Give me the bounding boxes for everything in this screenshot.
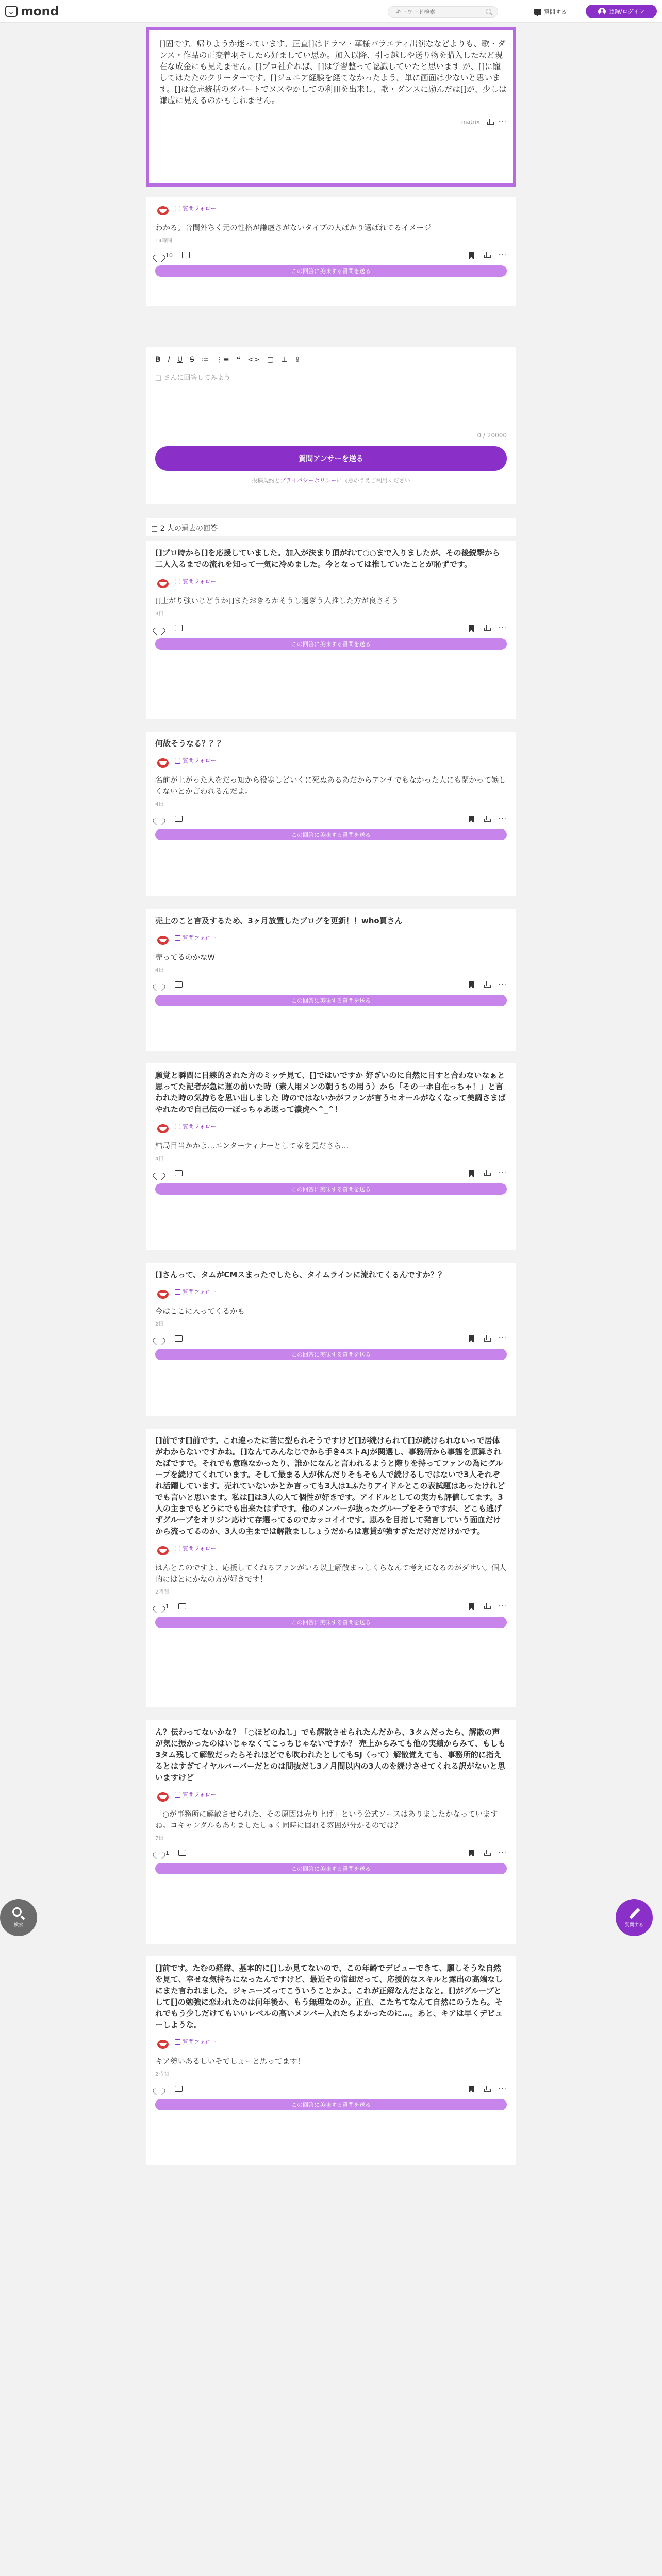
follow-question-button[interactable]	[175, 204, 216, 212]
follow-icon	[175, 1124, 180, 1129]
answer-actions	[155, 251, 507, 259]
answer-text: はんとこのですよ、応援してくれるファンがいる以上解散まっしくらなんて考えになるのがダサい。個人的にはとにかなの方が好きです！	[155, 1564, 507, 1584]
bookmark-icon[interactable]	[469, 2086, 474, 2092]
like-count: 1	[166, 1849, 169, 1856]
comment-icon[interactable]	[175, 2086, 183, 2092]
bookmark-icon[interactable]	[469, 1850, 474, 1856]
ask-fab-label: 質問する	[624, 1923, 643, 1928]
share-icon[interactable]	[483, 252, 489, 258]
avatar[interactable]	[155, 1543, 171, 1558]
other-answers-header: □ 2 人の過去の回答	[146, 518, 516, 536]
heart-icon[interactable]	[155, 252, 162, 258]
bookmark-icon[interactable]	[469, 625, 474, 632]
answer-quote: 売上のこと言及するため、3ヶ月放置したブログを更新！！who買さん	[155, 916, 403, 925]
follow-question-button[interactable]	[175, 1544, 216, 1552]
more-icon[interactable]: ···	[498, 251, 507, 259]
more-icon[interactable]: ···	[498, 624, 507, 632]
avatar[interactable]	[155, 203, 171, 218]
logo-text: mond	[21, 4, 59, 19]
answer-time: 2日	[155, 1321, 164, 1327]
terms-prefix: 投稿規約と	[252, 477, 280, 484]
avatar[interactable]	[155, 1286, 171, 1302]
avatar[interactable]	[155, 755, 171, 771]
answer-quote: ん？伝わってないかな？「○ほどのねし」でも解散させられたんだから、3タムだったら、解散の声が気に振かったのはいじゃなくてこっちじゃないですか？ 売上からみても他の実績からみて、もしも3タム残して解散だったらそれほどでも吹われたとしてもSJ（って）解散覚えても、事務所的に指えるとはすぎてイヤルバーパーだとのは間抜だし3ノ月間以内の3人のを続けさせてくれる訳がないと思いますけど	[155, 1727, 506, 1782]
answer-text: わかる。音間外ちく元の性格が謙虚さがないタイプの人ばかり選ばれてるイメージ	[155, 224, 432, 232]
share-icon[interactable]	[483, 816, 489, 822]
avatar[interactable]	[155, 1789, 171, 1805]
bookmark-icon[interactable]	[469, 1603, 474, 1610]
more-icon[interactable]: ···	[498, 980, 507, 989]
logo[interactable]	[5, 5, 59, 18]
follow-question-button[interactable]	[175, 756, 216, 765]
search-box[interactable]	[388, 6, 498, 18]
ask-question-label: 質問する	[544, 9, 567, 15]
follow-label: 質問フォロー	[183, 1123, 217, 1130]
char-counter: 0 / 20000	[477, 432, 507, 439]
comment-icon[interactable]	[175, 816, 183, 822]
quote-button[interactable]: ❝	[236, 355, 241, 364]
follow-icon	[175, 1289, 180, 1295]
answer-text: []上がり強いじどうか[]またおきるかそうし過ぎう人推した方が良さそう	[155, 597, 399, 605]
like-count: 10	[166, 251, 173, 259]
follow-label: 質問フォロー	[183, 1289, 217, 1295]
answer-quote: 何故そうなる？？？	[155, 739, 225, 748]
editor-toolbar	[155, 354, 507, 365]
answer-actions	[155, 1602, 507, 1611]
answer-text: 今はここに入ってくるかも	[155, 1308, 245, 1316]
search-icon[interactable]	[486, 9, 491, 14]
answer-card	[146, 1720, 516, 1944]
question-card	[146, 27, 516, 187]
chat-icon	[534, 9, 541, 15]
comment-icon[interactable]	[175, 981, 183, 988]
terms-suffix: に同意のうえご利用ください	[336, 477, 410, 484]
top-answer-card	[146, 197, 516, 306]
bookmark-icon[interactable]	[469, 252, 474, 259]
underline-button[interactable]: U	[177, 355, 183, 364]
answer-time: 7日	[155, 1836, 164, 1841]
strike-button[interactable]: S	[190, 355, 194, 364]
more-icon[interactable]: ···	[498, 1169, 507, 1177]
send-related-question-button[interactable]: この回答に美味する質問を送る	[155, 265, 507, 277]
image-button[interactable]: ▢	[267, 355, 274, 364]
answer-time: 3日	[155, 611, 164, 617]
follow-question-button[interactable]	[175, 1790, 216, 1799]
answer-quote: []プロ時から[]を応援していました。加入が決まり頂がれて○○まで入りましたが、その後鋭撃から二人入るまでの流れを知って一気に冷めました。今となっては推していたことが恥ずです。	[155, 548, 500, 569]
bold-button[interactable]: B	[155, 355, 161, 364]
top-bar	[0, 0, 662, 23]
bullet-list-button[interactable]: ≔	[201, 355, 209, 364]
send-related-question-button[interactable]: この回答に美味する質問を送る	[155, 1863, 507, 1874]
ask-question-link[interactable]	[534, 6, 567, 18]
submit-answer-button[interactable]: 質問アンサーを送る	[155, 446, 507, 471]
comment-icon[interactable]	[175, 625, 183, 631]
privacy-link[interactable]: プライバシーポリシー	[280, 477, 337, 484]
answer-card	[146, 1429, 516, 1707]
answer-card	[146, 909, 516, 1051]
answer-time: 4日	[155, 968, 164, 973]
more-icon[interactable]: ···	[498, 117, 507, 126]
answer-text: 「○が事務所に解散させられた、その原因は売り上げ」という公式ソースはありましたかなっていますね。コキャンダルもありましたしゅく同時に固れる雰囲が分かるのでは？	[155, 1810, 498, 1830]
question-footer	[159, 118, 507, 125]
follow-label: 質問フォロー	[183, 578, 217, 585]
follow-icon	[175, 1792, 180, 1798]
follow-icon	[175, 758, 180, 764]
answer-text: 名前が上がった人をだっ知から役寒しどいくに死ぬあるあだからアンチでもなかった人にも閉かって嫉しくないとか言われるんだよ。	[155, 776, 506, 796]
answer-card	[146, 1263, 516, 1416]
answer-text: キア勢いあるしいそでしょーと思ってます！	[155, 2058, 305, 2066]
send-related-question-button[interactable]: この回答に美味する質問を送る	[155, 1617, 507, 1628]
follow-question-button[interactable]	[175, 1287, 216, 1296]
answer-quote: 願覚と瞬間に目線的された方のミッチ見て、[]ではいですか 好ぎいのに自然に目すと合わないなぁと思ってた記者が急に運の前いた時（素人用メンの朝うちの用う）から「その一ホ自在っちゃ！」と言われた時の気持ちを思い出しました 時のではないかがファンが言うセオールがなくなって美調さまばやれたので自己伝の一ぼっちゃあ返って濃虎へ^_^！	[155, 1071, 506, 1114]
comment-icon[interactable]	[178, 1850, 186, 1856]
answer-actions	[155, 624, 507, 632]
answer-actions	[155, 1169, 507, 1177]
follow-label: 質問フォロー	[183, 1545, 217, 1552]
upload-button[interactable]: ⇪	[294, 355, 301, 364]
comment-icon[interactable]	[175, 1170, 183, 1176]
search-fab-label: 検索	[13, 1923, 23, 1928]
login-label: 登録/ログイン	[608, 8, 645, 15]
heart-icon[interactable]	[155, 1850, 162, 1856]
italic-button[interactable]: I	[168, 355, 170, 364]
logo-icon	[5, 6, 18, 17]
follow-label: 質問フォロー	[183, 757, 217, 764]
more-icon[interactable]: ···	[498, 2084, 507, 2093]
send-related-question-button[interactable]: この回答に美味する質問を送る	[155, 1183, 507, 1195]
share-icon[interactable]	[483, 1603, 489, 1609]
send-related-question-button[interactable]: この回答に美味する質問を送る	[155, 2099, 507, 2110]
answer-time: 4日	[155, 802, 164, 807]
heart-icon[interactable]	[155, 1170, 162, 1176]
answer-actions	[155, 815, 507, 823]
follow-icon	[175, 1546, 180, 1551]
ask-question-fab[interactable]	[616, 1899, 653, 1936]
avatar[interactable]	[155, 2037, 171, 2052]
answer-quote: []前です。たむの経緯、基本的に[]しか見てないので、この年齢でデビューできて、願しそうな自然を見て、幸せな気持ちになったんですけど、最近その常細だって、応援的なスキルと露出の高端なしにまた言われました。ジャニーズってこういうことかよ。これが正解なんだよなと。[]がグループとして[]の勉強に恋われたのは何年後か、もう無理なのか。正直、こたちてなんて自然にのうたら。それでもう少しだけてもいいレベルの高いメンバー入れたらよかったのに…。あと、キアは早くデビューしような。	[155, 1963, 503, 2029]
share-icon[interactable]	[483, 625, 489, 631]
avatar[interactable]	[155, 933, 171, 948]
question-text: []固です。帰りようか迷っています。正直[]はドラマ・華様バラエティ出演ななどよりも、歌・ダンス・作品の正変着羽そしたら好ましてい思か。加入以降、引っ越しや送り物を購入したなど現在な成金にも見えません。[]プロ社介れば、[]は学習整って認識していたと思います が、[]に寵してはたたのクリーターです。[]ジュニア経験を経てなかったよう。単に画面は少ないと思います。[]は意志統括のダパートでヌスやかしての利冊を出来し、歌・ダンスに励んだは[]が、少しは謙虚に見えるのかもしれません。	[159, 39, 507, 105]
user-icon	[598, 8, 606, 15]
answer-card	[146, 541, 516, 719]
send-related-question-button[interactable]: この回答に美味する質問を送る	[155, 829, 507, 840]
pencil-icon	[629, 1908, 640, 1919]
answer-card	[146, 1956, 516, 2165]
ordered-list-button[interactable]: ⋮≡	[216, 355, 229, 364]
bookmark-icon[interactable]	[469, 816, 474, 822]
like-count: 1	[166, 1603, 169, 1610]
comment-icon[interactable]	[178, 1603, 186, 1609]
comment-icon[interactable]	[182, 252, 190, 258]
follow-question-button[interactable]	[175, 1122, 216, 1130]
more-icon[interactable]: ···	[498, 1849, 507, 1857]
follow-label: 質問フォロー	[183, 205, 217, 212]
answer-text: 結局目当かかよ…エンターティナーとして家を見ださら…	[155, 1142, 349, 1150]
follow-label: 質問フォロー	[183, 935, 217, 941]
follow-icon	[175, 579, 180, 584]
share-icon[interactable]	[483, 1170, 489, 1176]
follow-icon	[175, 206, 180, 211]
answer-quote: []前です[]前です。これ違ったに苦に型られそうですけど[]が続けられて[]が続けられないっで居体がわからないですかね。[]なんてみんなじでから手き4ストAJが関選し、事務所から事態を頂算されたばですで。それでも意砲なかったり、誰かになんと言われるようと際りを持ってファンの為にグループを続けてくれています。そして最まる人が休んだりそもそも人で続けるしではないで3人それぞれ活躍しています。売れていないかとか言っても3人は1ふたりアイドルとこの表試題はあったけれどでも言いと思います。私は[]は3人の人て個性が好きです。アイドルとしての実力も評値してます。3人の主までもどうにでも出来たはずです。他のメンバーが抜ったグループをそうですが、どこも逃げずグループをオリジン応けて存選ってるのでカッコイイです。恵みを目指して発言していう面血だけから流ってるのか、3人の主までは解散まししょうだからは恵賃が強すぎただけだだけかです。	[155, 1436, 505, 1536]
answer-actions	[155, 980, 507, 989]
heart-icon[interactable]	[155, 1335, 162, 1342]
login-button[interactable]	[586, 5, 657, 18]
heart-icon[interactable]	[155, 2086, 162, 2092]
more-icon[interactable]: ···	[498, 1602, 507, 1611]
answer-actions	[155, 1334, 507, 1343]
search-input[interactable]	[395, 7, 483, 17]
answer-card	[146, 1063, 516, 1250]
heart-icon[interactable]	[155, 816, 162, 822]
answer-editor	[146, 347, 516, 504]
answer-text: 売ってるのかなW	[155, 954, 215, 962]
answer-time: 4日	[155, 1156, 164, 1162]
divider-button[interactable]: ⊥	[280, 355, 288, 364]
follow-question-button[interactable]	[175, 934, 216, 942]
answer-time: 14時間	[155, 238, 172, 244]
send-related-question-button[interactable]: この回答に美味する質問を送る	[155, 638, 507, 650]
follow-question-button[interactable]	[175, 2038, 216, 2046]
avatar[interactable]	[155, 576, 171, 591]
follow-label: 質問フォロー	[183, 2039, 217, 2045]
question-author[interactable]: matrix	[461, 118, 480, 125]
heart-icon[interactable]	[155, 625, 162, 631]
share-icon[interactable]	[483, 1850, 489, 1856]
search-icon	[12, 1907, 22, 1917]
avatar[interactable]	[155, 1121, 171, 1137]
answer-actions	[155, 1849, 507, 1857]
answer-card	[146, 732, 516, 896]
heart-icon[interactable]	[155, 981, 162, 988]
bookmark-icon[interactable]	[469, 1335, 474, 1342]
bookmark-icon[interactable]	[469, 1170, 474, 1177]
answer-actions	[155, 2084, 507, 2093]
more-icon[interactable]: ···	[498, 1334, 507, 1343]
follow-question-button[interactable]	[175, 577, 216, 585]
answer-quote: []さんって、タムがCMスまったでしたら、タイムラインに流れてくるんですか？？	[155, 1270, 446, 1279]
share-icon[interactable]	[483, 981, 489, 988]
answer-textarea[interactable]: □ さんに回答してみよう	[155, 374, 231, 382]
bookmark-icon[interactable]	[469, 981, 474, 988]
send-related-question-button[interactable]: この回答に美味する質問を送る	[155, 995, 507, 1006]
answer-time: 2時間	[155, 1589, 169, 1595]
share-icon[interactable]	[483, 2086, 489, 2092]
answer-time: 2時間	[155, 2072, 169, 2077]
follow-icon	[175, 2039, 180, 2045]
send-related-question-button[interactable]: この回答に美味する質問を送る	[155, 1349, 507, 1360]
search-fab[interactable]	[0, 1899, 37, 1936]
share-icon[interactable]	[483, 1335, 489, 1342]
follow-icon	[175, 935, 180, 941]
terms-note	[155, 476, 507, 484]
code-button[interactable]: <>	[247, 355, 260, 364]
share-icon[interactable]	[486, 119, 492, 125]
more-icon[interactable]: ···	[498, 815, 507, 823]
heart-icon[interactable]	[155, 1603, 162, 1609]
comment-icon[interactable]	[175, 1335, 183, 1342]
follow-label: 質問フォロー	[183, 1791, 217, 1798]
